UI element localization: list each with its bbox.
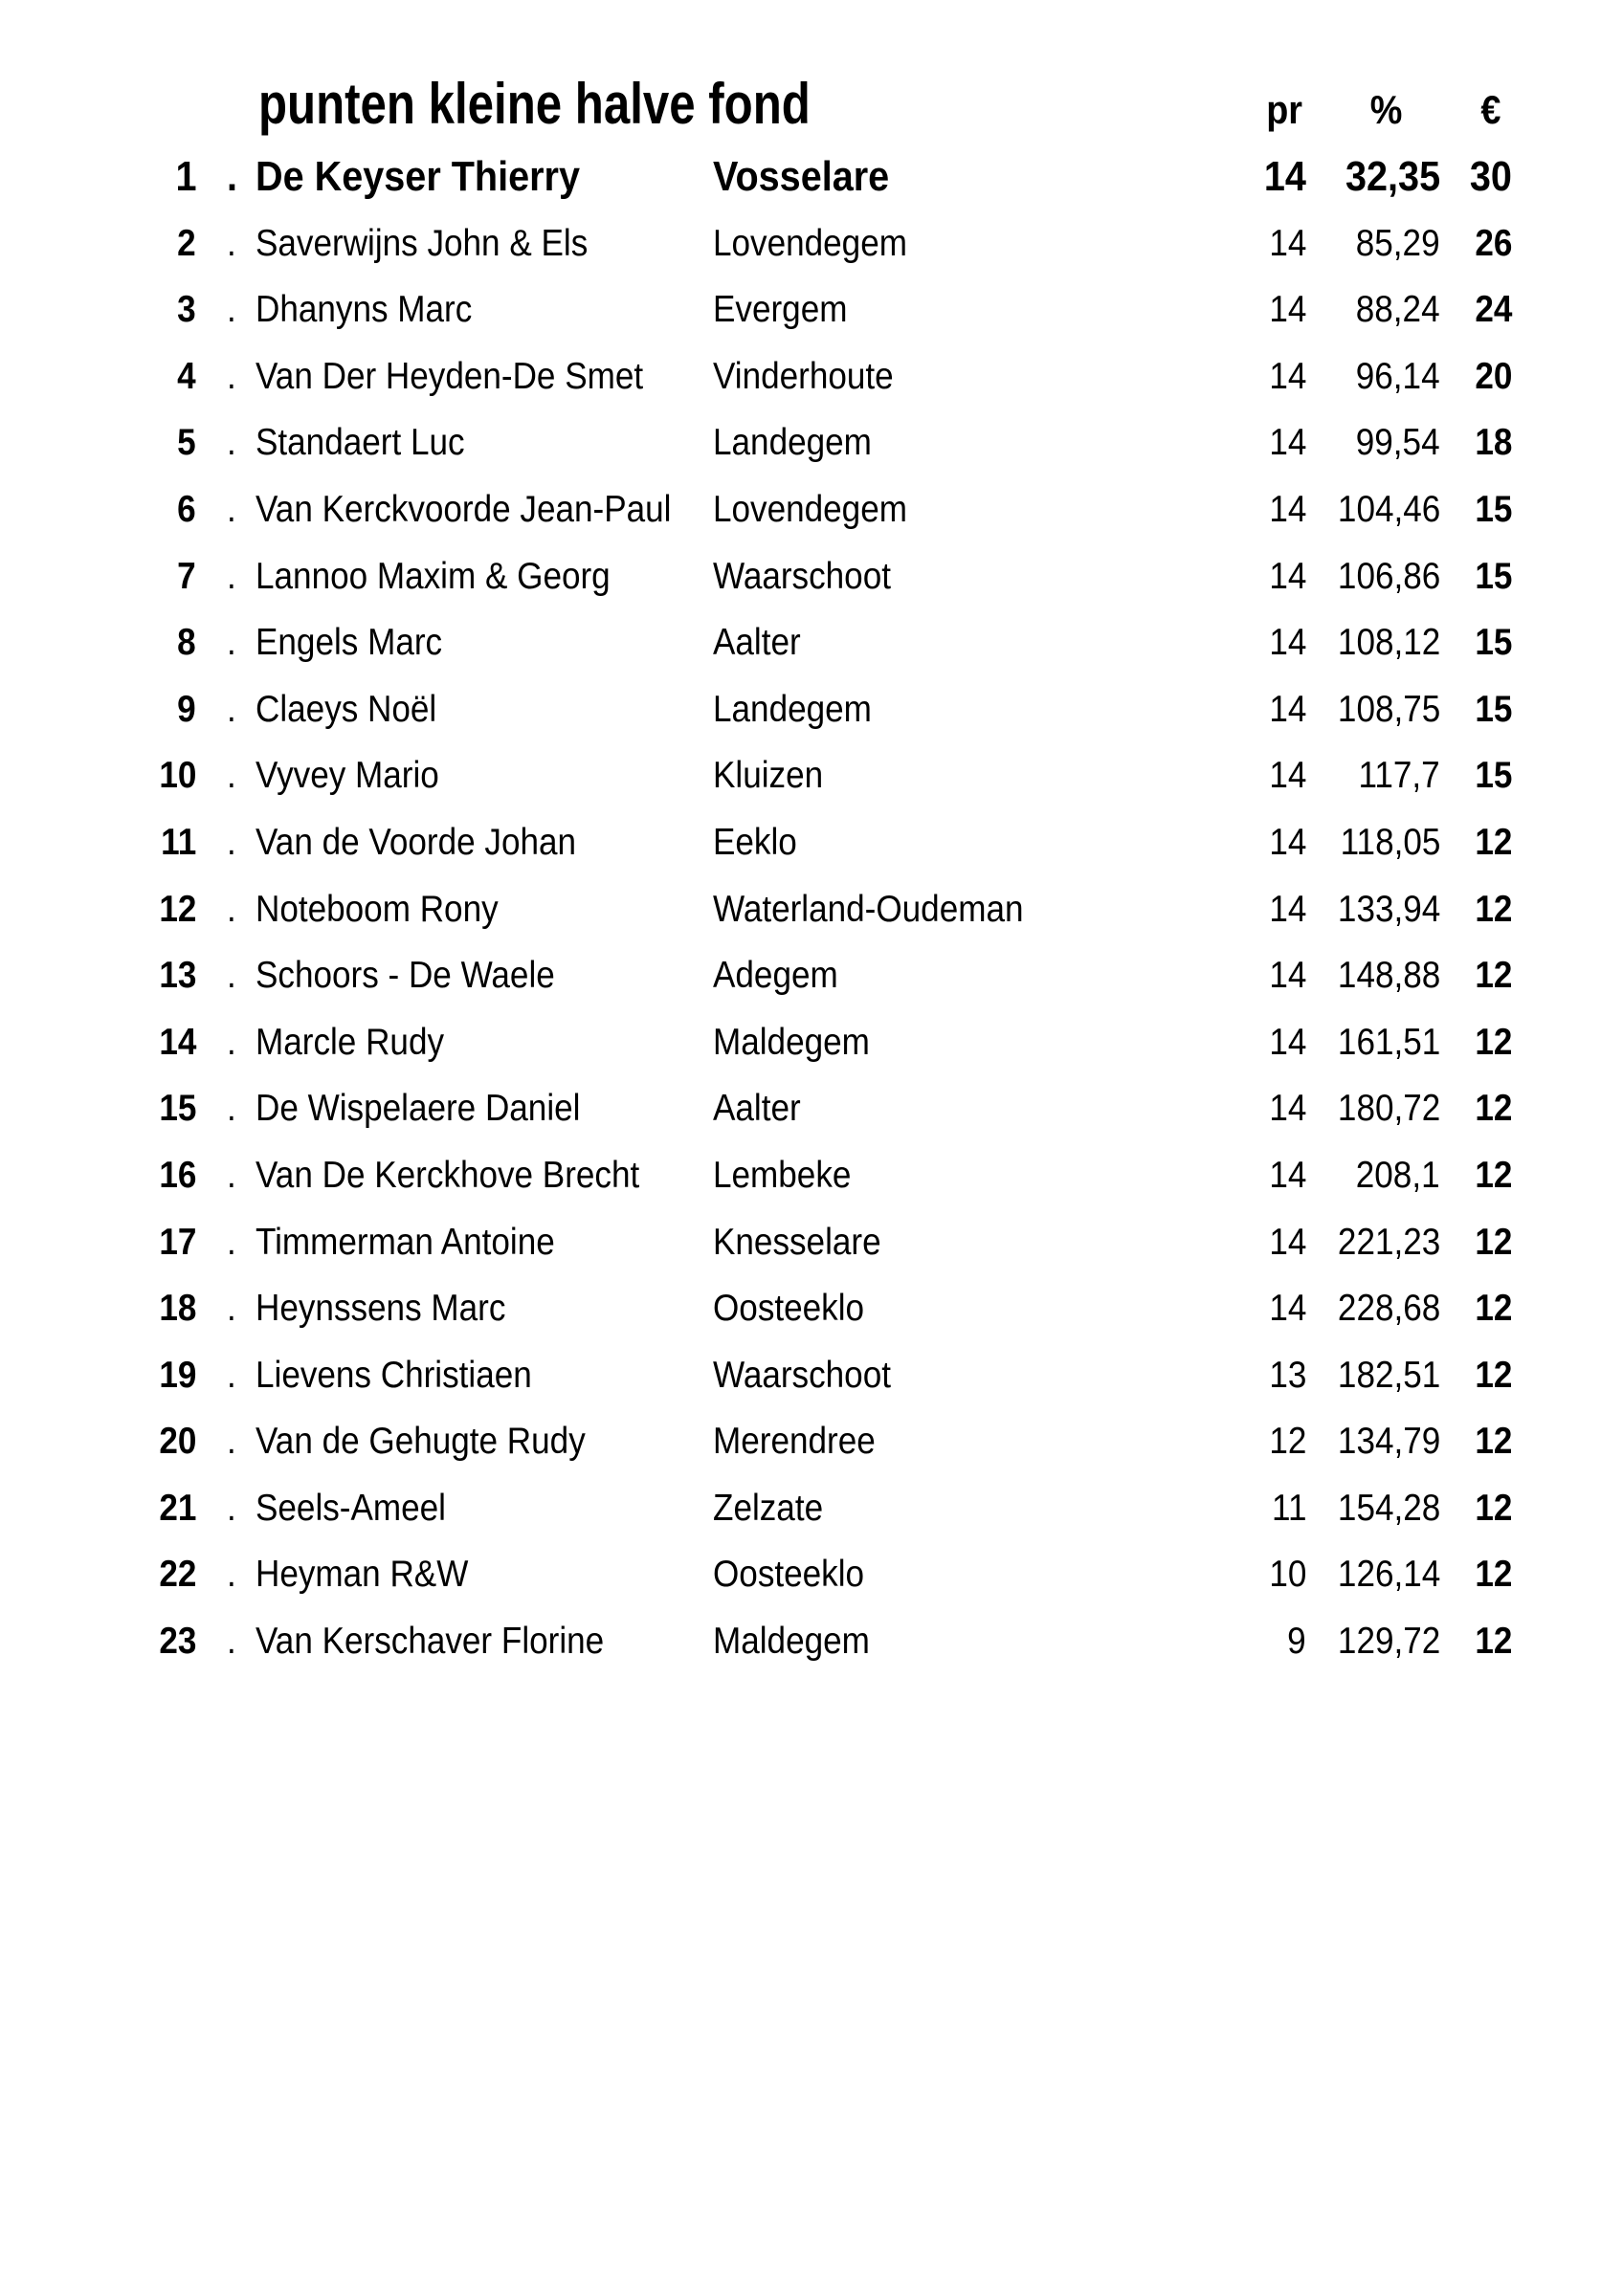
fancier-name: Lievens Christiaen: [256, 1354, 532, 1396]
coefficient-percent: 96,14: [1356, 355, 1440, 397]
table-row: [0, 543, 1623, 610]
prizes-count: 13: [1268, 1354, 1306, 1396]
prize-money-euro: 20: [1474, 355, 1512, 397]
rank-number: 15: [158, 1088, 196, 1130]
locality: Oosteeklo: [713, 1288, 865, 1330]
rank-number: 11: [160, 821, 196, 863]
locality: Landegem: [713, 688, 872, 730]
coefficient-percent: 129,72: [1337, 1621, 1440, 1663]
rank-number: 12: [158, 888, 196, 930]
fancier-name: Saverwijns John & Els: [256, 222, 589, 264]
prizes-count: 14: [1268, 555, 1306, 597]
fancier-name: Van Kerschaver Florine: [256, 1621, 605, 1663]
fancier-name: De Keyser Thierry: [256, 153, 580, 200]
prize-money-euro: 18: [1474, 422, 1512, 464]
rank-number: 8: [177, 622, 196, 664]
prizes-count: 14: [1268, 622, 1306, 664]
rank-separator: .: [227, 1154, 236, 1196]
prize-money-euro: 15: [1474, 555, 1512, 597]
coefficient-percent: 134,79: [1337, 1421, 1440, 1463]
rank-separator: .: [227, 1088, 236, 1130]
page-title: [256, 71, 1172, 138]
prizes-count: 14: [1268, 888, 1306, 930]
locality: Lovendegem: [713, 488, 907, 530]
fancier-name: Heynssens Marc: [256, 1288, 506, 1330]
rank-number: 4: [177, 355, 196, 397]
rank-separator: .: [227, 1221, 236, 1263]
prizes-count: 14: [1268, 688, 1306, 730]
prizes-count: 9: [1287, 1621, 1306, 1663]
fancier-name: Dhanyns Marc: [256, 289, 473, 331]
rank-separator: .: [227, 755, 236, 797]
table-row: [0, 1275, 1623, 1342]
rank-separator: .: [227, 888, 236, 930]
rank-separator: .: [227, 1354, 236, 1396]
rank-separator: .: [227, 488, 236, 530]
rank-separator: .: [227, 555, 236, 597]
locality: Maldegem: [713, 1021, 870, 1063]
prize-money-euro: 15: [1474, 755, 1512, 797]
prizes-count: 14: [1263, 153, 1306, 200]
table-row: [0, 742, 1623, 809]
rank-number: 10: [158, 755, 196, 797]
rank-number: 3: [177, 289, 196, 331]
locality: Aalter: [713, 1088, 801, 1130]
coefficient-percent: 148,88: [1337, 955, 1440, 997]
prize-money-euro: 12: [1474, 1221, 1512, 1263]
prizes-count: 14: [1268, 222, 1306, 264]
prizes-count: 14: [1268, 1221, 1306, 1263]
rank-separator: .: [227, 688, 236, 730]
locality: Vosselare: [713, 153, 890, 200]
prize-money-euro: 12: [1474, 1088, 1512, 1130]
rank-separator: .: [227, 289, 236, 331]
rank-number: 23: [158, 1621, 196, 1663]
table-row: [0, 409, 1623, 476]
sheet-header: [0, 71, 1623, 144]
fancier-name: Van de Voorde Johan: [256, 821, 577, 863]
prizes-count: 14: [1268, 955, 1306, 997]
prize-money-euro: 12: [1474, 1554, 1512, 1596]
table-row: [0, 276, 1623, 343]
coefficient-percent: 106,86: [1337, 555, 1440, 597]
coefficient-percent: 208,1: [1356, 1154, 1440, 1196]
locality: Waarschoot: [713, 1354, 891, 1396]
table-row: [0, 1342, 1623, 1409]
prizes-count: 10: [1268, 1554, 1306, 1596]
fancier-name: Van de Gehugte Rudy: [256, 1421, 586, 1463]
prizes-count: 11: [1271, 1487, 1306, 1529]
locality: Aalter: [713, 622, 801, 664]
fancier-name: Seels-Ameel: [256, 1487, 446, 1529]
prize-money-euro: 12: [1474, 1621, 1512, 1663]
prizes-count: 14: [1268, 422, 1306, 464]
rank-number: 18: [158, 1288, 196, 1330]
coefficient-percent: 221,23: [1337, 1221, 1440, 1263]
fancier-name: Marcle Rudy: [256, 1021, 445, 1063]
rank-number: 16: [158, 1154, 196, 1196]
prizes-count: 14: [1268, 821, 1306, 863]
rank-separator: .: [227, 821, 236, 863]
prizes-count: 14: [1268, 1288, 1306, 1330]
coefficient-percent: 88,24: [1356, 289, 1440, 331]
table-row: [0, 1209, 1623, 1276]
rank-separator: .: [227, 1554, 236, 1596]
fancier-name: Lannoo Maxim & Georg: [256, 555, 611, 597]
prize-money-euro: 12: [1474, 1354, 1512, 1396]
fancier-name: Van Der Heyden-De Smet: [256, 355, 644, 397]
rank-separator: .: [227, 1487, 236, 1529]
coefficient-percent: 118,05: [1340, 821, 1440, 863]
rank-number: 22: [158, 1554, 196, 1596]
table-row: [0, 476, 1623, 543]
coefficient-percent: 161,51: [1337, 1021, 1440, 1063]
locality: Maldegem: [713, 1621, 870, 1663]
coefficient-percent: 108,12: [1337, 622, 1440, 664]
prize-money-euro: 15: [1474, 688, 1512, 730]
prize-money-euro: 12: [1474, 1021, 1512, 1063]
coefficient-percent: 117,7: [1358, 755, 1440, 797]
rank-number: 9: [177, 688, 196, 730]
table-row: [0, 676, 1623, 743]
fancier-name: Timmerman Antoine: [256, 1221, 555, 1263]
prize-money-euro: 12: [1474, 955, 1512, 997]
locality: Merendree: [713, 1421, 876, 1463]
table-row: [0, 1408, 1623, 1475]
locality: Landegem: [713, 422, 872, 464]
prize-money-euro: 24: [1474, 289, 1512, 331]
coefficient-percent: 228,68: [1337, 1288, 1440, 1330]
fancier-name: Noteboom Rony: [256, 888, 499, 930]
rank-separator: .: [227, 955, 236, 997]
table-row: [0, 809, 1623, 876]
rank-number: 19: [158, 1354, 196, 1396]
rank-number: 21: [158, 1487, 196, 1529]
locality: Oosteeklo: [713, 1554, 865, 1596]
locality: Adegem: [713, 955, 838, 997]
table-row: [0, 1142, 1623, 1209]
prize-money-euro: 15: [1474, 488, 1512, 530]
prize-money-euro: 26: [1474, 222, 1512, 264]
coefficient-percent: 182,51: [1337, 1354, 1440, 1396]
table-row: [0, 876, 1623, 943]
table-row: [0, 942, 1623, 1009]
prize-money-euro: 15: [1474, 622, 1512, 664]
fancier-name: Heyman R&W: [256, 1554, 469, 1596]
locality: Vinderhoute: [713, 355, 894, 397]
rank-separator: .: [227, 1421, 236, 1463]
rank-separator: .: [227, 153, 238, 200]
column-header-percent: %: [1369, 87, 1402, 132]
prize-money-euro: 30: [1469, 153, 1512, 200]
fancier-name: Schoors - De Waele: [256, 955, 555, 997]
table-row: [0, 1608, 1623, 1675]
fancier-name: De Wispelaere Daniel: [256, 1088, 581, 1130]
prizes-count: 14: [1268, 488, 1306, 530]
coefficient-percent: 126,14: [1337, 1554, 1440, 1596]
coefficient-percent: 180,72: [1337, 1088, 1440, 1130]
locality: Zelzate: [713, 1487, 824, 1529]
fancier-name: Van De Kerckhove Brecht: [256, 1154, 640, 1196]
table-row: [0, 609, 1623, 676]
prizes-count: 14: [1268, 755, 1306, 797]
prizes-count: 14: [1268, 355, 1306, 397]
table-row: [0, 210, 1623, 277]
rank-number: 2: [177, 222, 196, 264]
prize-money-euro: 12: [1474, 888, 1512, 930]
rank-number: 1: [174, 153, 196, 200]
coefficient-percent: 85,29: [1356, 222, 1440, 264]
prizes-count: 14: [1268, 1154, 1306, 1196]
prizes-count: 14: [1268, 1021, 1306, 1063]
fancier-name: Claeys Noël: [256, 688, 437, 730]
rank-number: 6: [177, 488, 196, 530]
table-row: [0, 144, 1623, 210]
rank-number: 14: [158, 1021, 196, 1063]
locality: Kluizen: [713, 755, 824, 797]
prizes-count: 14: [1268, 289, 1306, 331]
coefficient-percent: 108,75: [1337, 688, 1440, 730]
fancier-name: Standaert Luc: [256, 422, 465, 464]
locality: Evergem: [713, 289, 848, 331]
rank-number: 20: [158, 1421, 196, 1463]
table-row: [0, 1541, 1623, 1608]
prize-money-euro: 12: [1474, 1288, 1512, 1330]
rank-number: 13: [158, 955, 196, 997]
coefficient-percent: 99,54: [1356, 422, 1440, 464]
prizes-count: 12: [1268, 1421, 1306, 1463]
table-row: [0, 343, 1623, 410]
locality: Waterland-Oudeman: [713, 888, 1024, 930]
table-row: [0, 1475, 1623, 1542]
coefficient-percent: 154,28: [1337, 1487, 1440, 1529]
prize-money-euro: 12: [1474, 1154, 1512, 1196]
rank-separator: .: [227, 1021, 236, 1063]
locality: Waarschoot: [713, 555, 891, 597]
rank-separator: .: [227, 622, 236, 664]
rank-number: 5: [177, 422, 196, 464]
coefficient-percent: 32,35: [1345, 153, 1440, 200]
page-title-text: punten kleine halve fond: [258, 72, 811, 136]
rank-separator: .: [227, 1288, 236, 1330]
prize-money-euro: 12: [1474, 1421, 1512, 1463]
column-header-pr: pr: [1266, 87, 1302, 132]
locality: Lembeke: [713, 1154, 852, 1196]
locality: Eeklo: [713, 821, 797, 863]
prizes-count: 14: [1268, 1088, 1306, 1130]
fancier-name: Van Kerckvoorde Jean-Paul: [256, 488, 672, 530]
locality: Knesselare: [713, 1221, 881, 1263]
fancier-name: Engels Marc: [256, 622, 443, 664]
rank-separator: .: [227, 422, 236, 464]
prize-money-euro: 12: [1474, 1487, 1512, 1529]
prize-money-euro: 12: [1474, 821, 1512, 863]
results-table: [0, 144, 1623, 1675]
fancier-name: Vyvey Mario: [256, 755, 439, 797]
coefficient-percent: 133,94: [1337, 888, 1440, 930]
table-row: [0, 1075, 1623, 1142]
locality: Lovendegem: [713, 222, 907, 264]
rank-separator: .: [227, 222, 236, 264]
rank-separator: .: [227, 355, 236, 397]
rank-number: 17: [158, 1221, 196, 1263]
table-row: [0, 1009, 1623, 1076]
column-header-euro: €: [1479, 87, 1501, 132]
coefficient-percent: 104,46: [1337, 488, 1440, 530]
rank-number: 7: [177, 555, 196, 597]
rank-separator: .: [227, 1621, 236, 1663]
